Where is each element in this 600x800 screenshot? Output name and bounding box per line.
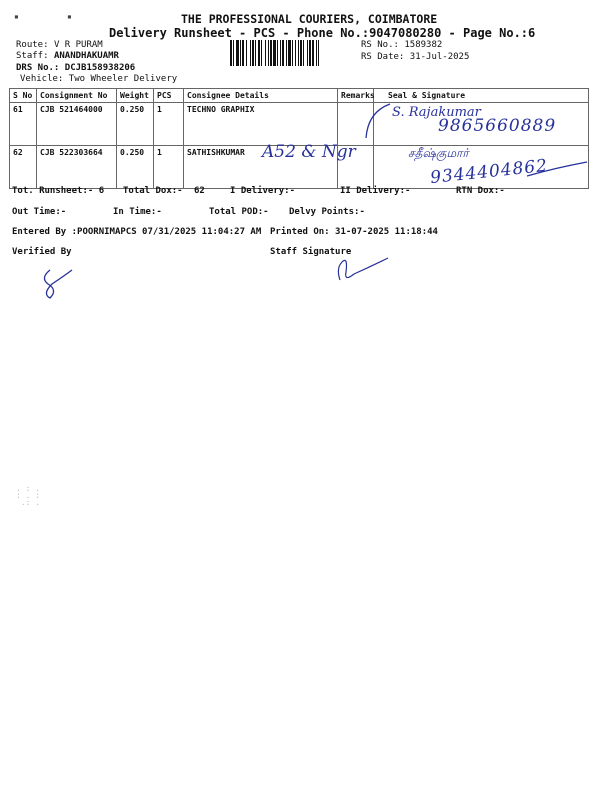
- route-value: V R PURAM: [53, 40, 103, 50]
- barcode-bar: [270, 40, 272, 66]
- rs-no-label: RS No.:: [361, 40, 399, 50]
- barcode-bar: [273, 40, 276, 66]
- total-pod: Total POD:-: [209, 207, 269, 217]
- col-pcs: PCS: [154, 89, 184, 103]
- entered-by: Entered By :POORNIMAPCS 07/31/2025 11:04:27 AM: [12, 227, 262, 237]
- col-remarks: Remarks: [338, 89, 374, 103]
- barcode-bar: [282, 40, 284, 66]
- handwritten-address: A52 & Ngr: [262, 142, 356, 162]
- runsheet-title: Delivery Runsheet - PCS - Phone No.:9047080280 - Page No.:6: [109, 26, 536, 40]
- barcode-bar: [318, 40, 319, 66]
- barcode-bar: [242, 40, 244, 66]
- cell-pcs: 1: [154, 103, 184, 146]
- barcode-bar: [280, 40, 281, 66]
- cell-consignee: TECHNO GRAPHIX: [184, 103, 338, 146]
- cell-sno: 61: [10, 103, 37, 146]
- delvy-points: Delvy Points:-: [289, 207, 365, 217]
- rs-date-label: RS Date:: [361, 52, 405, 62]
- barcode-bar: [277, 40, 278, 66]
- barcode-bar: [292, 40, 293, 66]
- drs-value: DCJB158938206: [64, 63, 136, 73]
- handwritten-phone: 9865660889: [438, 116, 557, 136]
- barcode-bar: [298, 40, 299, 66]
- barcode-bar: [252, 40, 254, 66]
- rs-no-line: [361, 40, 442, 50]
- staff-line: [16, 51, 119, 61]
- out-time: Out Time:-: [12, 207, 67, 217]
- drs-line: [16, 63, 135, 73]
- barcode-bar: [250, 40, 251, 66]
- cell-consignment: CJB 522303664: [37, 146, 117, 189]
- barcode-bar: [268, 40, 269, 66]
- rtn-dox: RTN Dox:-: [456, 186, 505, 196]
- vehicle-value: Two Wheeler Delivery: [68, 74, 178, 84]
- verifier-signature: [36, 264, 76, 302]
- total-dox-label: Total Dox:-: [123, 186, 183, 196]
- barcode-bar: [286, 40, 287, 66]
- barcode-bar: [233, 40, 234, 66]
- total-runsheet: Tot. Runsheet:- 6: [12, 186, 105, 196]
- barcode-bar: [265, 40, 266, 66]
- barcode-bar: [309, 40, 311, 66]
- handwritten-phone: 9344404862: [429, 155, 549, 189]
- cell-consignee: SATHISHKUMAR: [184, 146, 338, 189]
- rs-date-line: [361, 52, 469, 62]
- barcode-bar: [230, 40, 232, 66]
- cell-pcs: 1: [154, 146, 184, 189]
- barcode-bar: [303, 40, 304, 66]
- col-weight: Weight: [117, 89, 154, 103]
- company-name: THE PROFESSIONAL COURIERS, COIMBATORE: [181, 12, 438, 26]
- total-dox-value: 62: [194, 186, 205, 196]
- col-seal: Seal & Signature: [374, 89, 589, 103]
- barcode-bar: [240, 40, 241, 66]
- barcode-bar: [255, 40, 256, 66]
- staff-signature: [332, 250, 392, 284]
- barcode-bar: [236, 40, 239, 66]
- barcode-bar: [246, 40, 247, 66]
- in-time: In Time:-: [113, 207, 162, 217]
- drs-label: DRS No.:: [16, 63, 60, 73]
- barcode-bar: [258, 40, 260, 66]
- printed-on: Printed On: 31-07-2025 11:18:44: [270, 227, 438, 237]
- rs-date-value: 31-Jul-2025: [409, 52, 470, 62]
- cell-sno: 62: [10, 146, 37, 189]
- cell-weight: 0.250: [117, 146, 154, 189]
- route-label: Route:: [16, 40, 49, 50]
- barcode-bar: [307, 40, 308, 66]
- i-delivery: I Delivery:-: [230, 186, 296, 196]
- verified-by: Verified By: [12, 247, 72, 257]
- barcode-bar: [261, 40, 262, 66]
- rs-no-value: 1589382: [404, 40, 443, 50]
- cell-consignment: CJB 521464000: [37, 103, 117, 146]
- scan-speckles: . : . : . : .: .: [16, 484, 41, 507]
- barcode-bar: [295, 40, 296, 66]
- table-header-row: [10, 89, 589, 103]
- staff-value: ANANDHAKUAMR: [53, 51, 119, 61]
- ii-delivery: II Delivery:-: [340, 186, 411, 196]
- cell-weight: 0.250: [117, 103, 154, 146]
- handwritten-name: சதீஷ்குமார்: [408, 146, 469, 160]
- barcode: [230, 40, 356, 66]
- barcode-bar: [316, 40, 317, 66]
- barcode-bar: [300, 40, 302, 66]
- col-consignee: Consignee Details: [184, 89, 338, 103]
- barcode-bar: [312, 40, 314, 66]
- scan-speckles: ▪ ▪: [14, 12, 72, 21]
- vehicle-line: [20, 74, 177, 84]
- barcode-bar: [288, 40, 291, 66]
- handwritten-name: S. Rajakumar: [392, 105, 481, 120]
- staff-signature-label: Staff Signature: [270, 247, 352, 257]
- col-consignment: Consignment No: [37, 89, 117, 103]
- col-sno: S No: [10, 89, 37, 103]
- signature-stroke: [525, 160, 589, 180]
- vehicle-label: Vehicle:: [20, 74, 64, 84]
- staff-label: Staff:: [16, 51, 49, 61]
- route-line: [16, 40, 103, 50]
